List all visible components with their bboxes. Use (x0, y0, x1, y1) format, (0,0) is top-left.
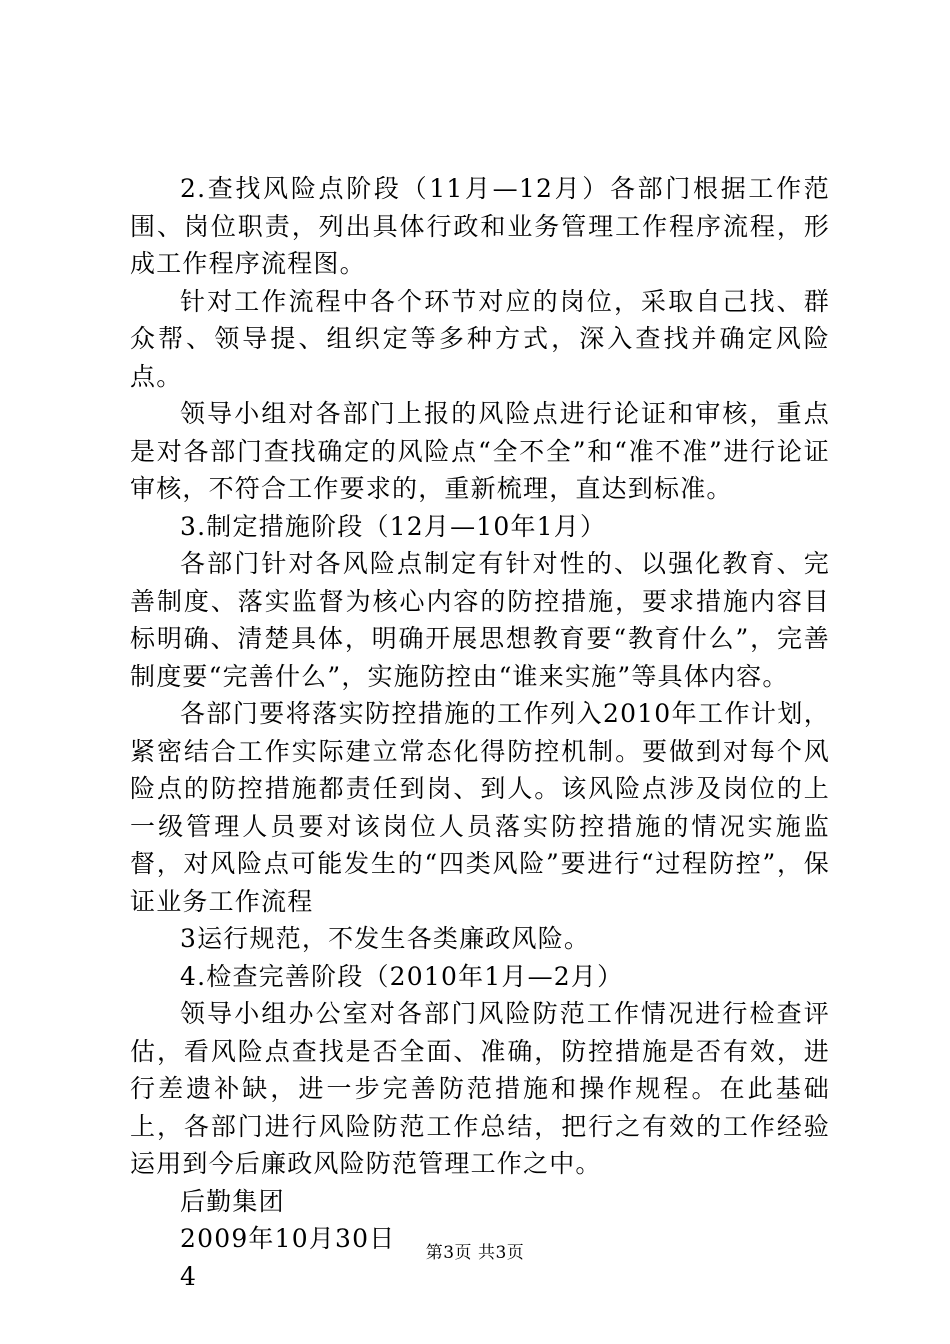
paragraph-review: 领导小组对各部门上报的风险点进行论证和审核，重点是对各部门查找确定的风险点“全不全”和“准不准”进行论证审核，不符合工作要求的，重新梳理，直达到标准。 (130, 399, 830, 503)
paragraph-stage-2: 2.查找风险点阶段（11月—12月）各部门根据工作范围、岗位职责，列出具体行政和业务管理工作程序流程，形成工作程序流程图。 (130, 174, 830, 278)
paragraph-implementation: 各部门要将落实防控措施的工作列入2010年工作计划，紧密结合工作实际建立常态化得防控机制。要做到对每个风险点的防控措施都责任到岗、到人。该风险点涉及岗位的上一级管理人员要对该岗位人员落实防控措施的情况实施监督，对风险点可能发生的“四类风险”要进行“过程防控”，保证业务工作流程 (130, 699, 830, 916)
paragraph-stage-3-heading: 3.制定措施阶段（12月—10年1月） (180, 511, 607, 541)
paragraph-stage-4-heading: 4.检查完善阶段（2010年1月—2月） (180, 961, 624, 991)
page-footer: 第3页 共3页 (425, 1243, 525, 1263)
paragraph-operation: 3运行规范，不发生各类廉政风险。 (180, 924, 591, 953)
paragraph-measures: 各部门针对各风险点制定有针对性的、以强化教育、完善制度、落实监督为核心内容的防控措施，要求措施内容目标明确、清楚具体，明确开展思想教育要“教育什么”，完善制度要“完善什么”，实施防控由“谁来实施”等具体内容。 (130, 549, 830, 691)
paragraph-inspection: 领导小组办公室对各部门风险防范工作情况进行检查评估，看风险点查找是否全面、准确，防控措施是否有效，进行差遗补缺，进一步完善防范措施和操作规程。在此基础上，各部门进行风险防范工作总结，把行之有效的工作经验运用到今后廉政风险防范管理工作之中。 (130, 999, 830, 1178)
paragraph-workflow-positions: 针对工作流程中各个环节对应的岗位，采取自己找、群众帮、领导提、组织定等多种方式，深入查找并确定风险点。 (130, 286, 830, 391)
signature-organization: 后勤集团 (180, 1186, 285, 1216)
trailing-number: 4 (180, 1261, 198, 1291)
document-body (130, 170, 830, 1295)
signature-date: 2009年10月30日 (180, 1224, 396, 1253)
